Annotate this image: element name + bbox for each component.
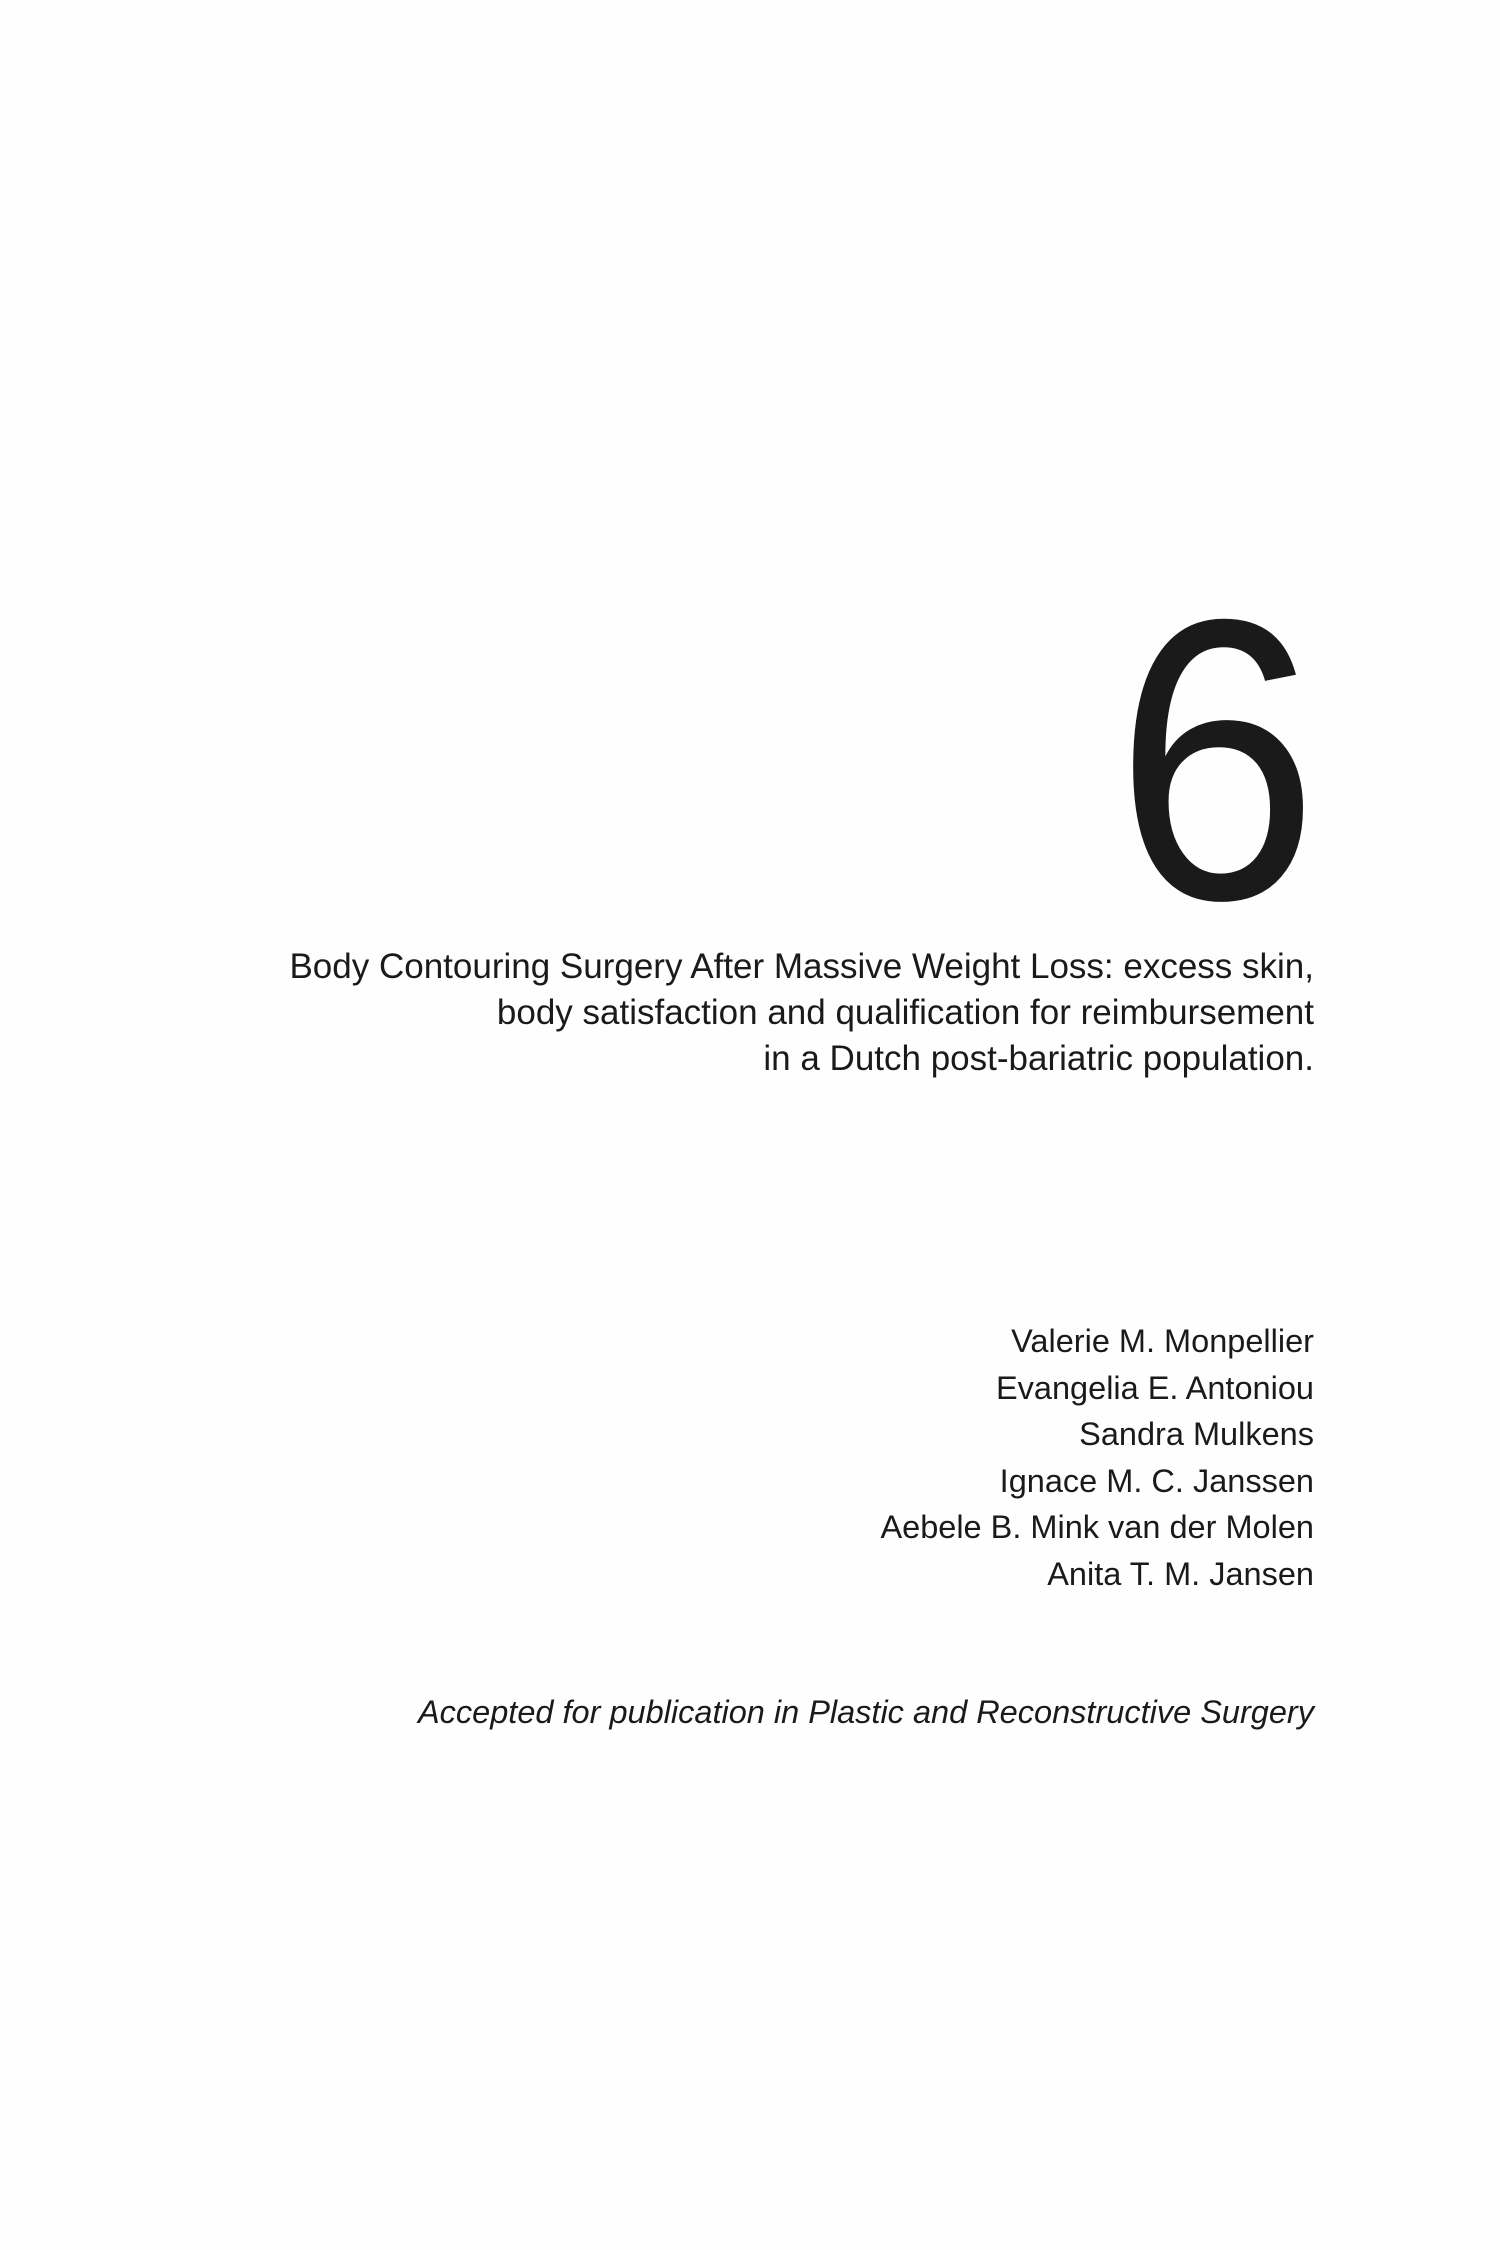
chapter-title-line-3: in a Dutch post-bariatric population.: [763, 1039, 1314, 1078]
chapter-title-line-1: Body Contouring Surgery After Massive Weight Loss: excess skin,: [289, 947, 1314, 986]
author-list: [880, 1318, 1314, 1597]
chapter-number: 6: [1114, 536, 1315, 983]
author-name: Aebele B. Mink van der Molen: [880, 1509, 1314, 1545]
author-name: Evangelia E. Antoniou: [995, 1369, 1314, 1406]
author-name: Valerie M. Monpellier: [1011, 1323, 1314, 1359]
author-name: Ignace M. C. Janssen: [999, 1462, 1314, 1499]
publication-note: Accepted for publication in Plastic and Reconstructive Surgery: [417, 1694, 1314, 1730]
chapter-title: [174, 944, 1314, 1082]
author-name: Anita T. M. Jansen: [1047, 1555, 1314, 1592]
chapter-title-line-2: body satisfaction and qualification for reimbursement: [496, 993, 1314, 1032]
author-name: Sandra Mulkens: [1079, 1416, 1314, 1452]
